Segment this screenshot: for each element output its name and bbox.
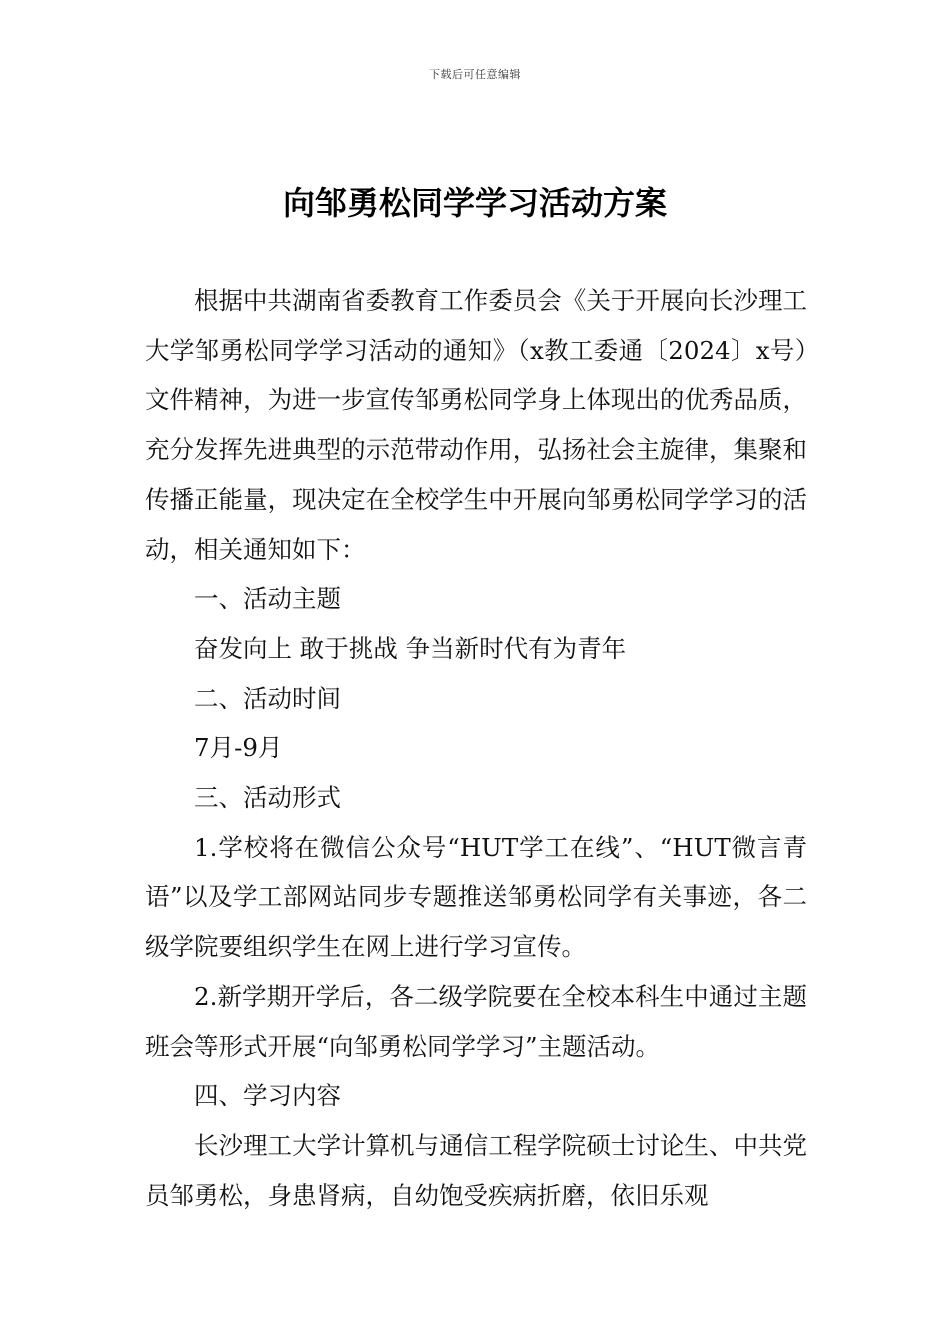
section-heading-form: 三、活动形式 <box>194 783 341 813</box>
document-title: 向邹勇松同学学习活动方案 <box>282 184 667 222</box>
document-body <box>145 276 807 1220</box>
section-heading-theme: 一、活动主题 <box>194 584 341 614</box>
paragraph-form-1: 1.学校将在微信公众号“HUT学工在线”、“HUT微言青语”以及学工部网站同步专题推送邹勇松同学有关事迹，各二级学院要组织学生在网上进行学习宣传。 <box>145 832 807 962</box>
page-header-note: 下载后可任意编辑 <box>429 68 521 81</box>
section-heading-time: 二、活动时间 <box>194 683 341 713</box>
paragraph-time: 7月-9月 <box>194 733 283 763</box>
paragraph-theme: 奋发向上 敢于挑战 争当新时代有为青年 <box>194 633 627 663</box>
section-heading-content: 四、学习内容 <box>194 1081 341 1111</box>
paragraph-content: 长沙理工大学计算机与通信工程学院硕士讨论生、中共党员邹勇松，身患肾病，自幼饱受疾病折磨，依旧乐观 <box>145 1130 807 1210</box>
paragraph-form-2: 2.新学期开学后，各二级学院要在全校本科生中通过主题班会等形式开展“向邹勇松同学学习”主题活动。 <box>145 981 807 1061</box>
paragraph-intro: 根据中共湖南省委教育工作委员会《关于开展向长沙理工大学邹勇松同学学习活动的通知》（x教工委通〔2024〕x号）文件精神，为进一步宣传邹勇松同学身上体现出的优秀品质，充分发挥先进典型的示范带动作用，弘扬社会主旋律，集聚和传播正能量，现决定在全校学生中开展向邹勇松同学学习的活动，相关通知如下： <box>145 286 807 564</box>
